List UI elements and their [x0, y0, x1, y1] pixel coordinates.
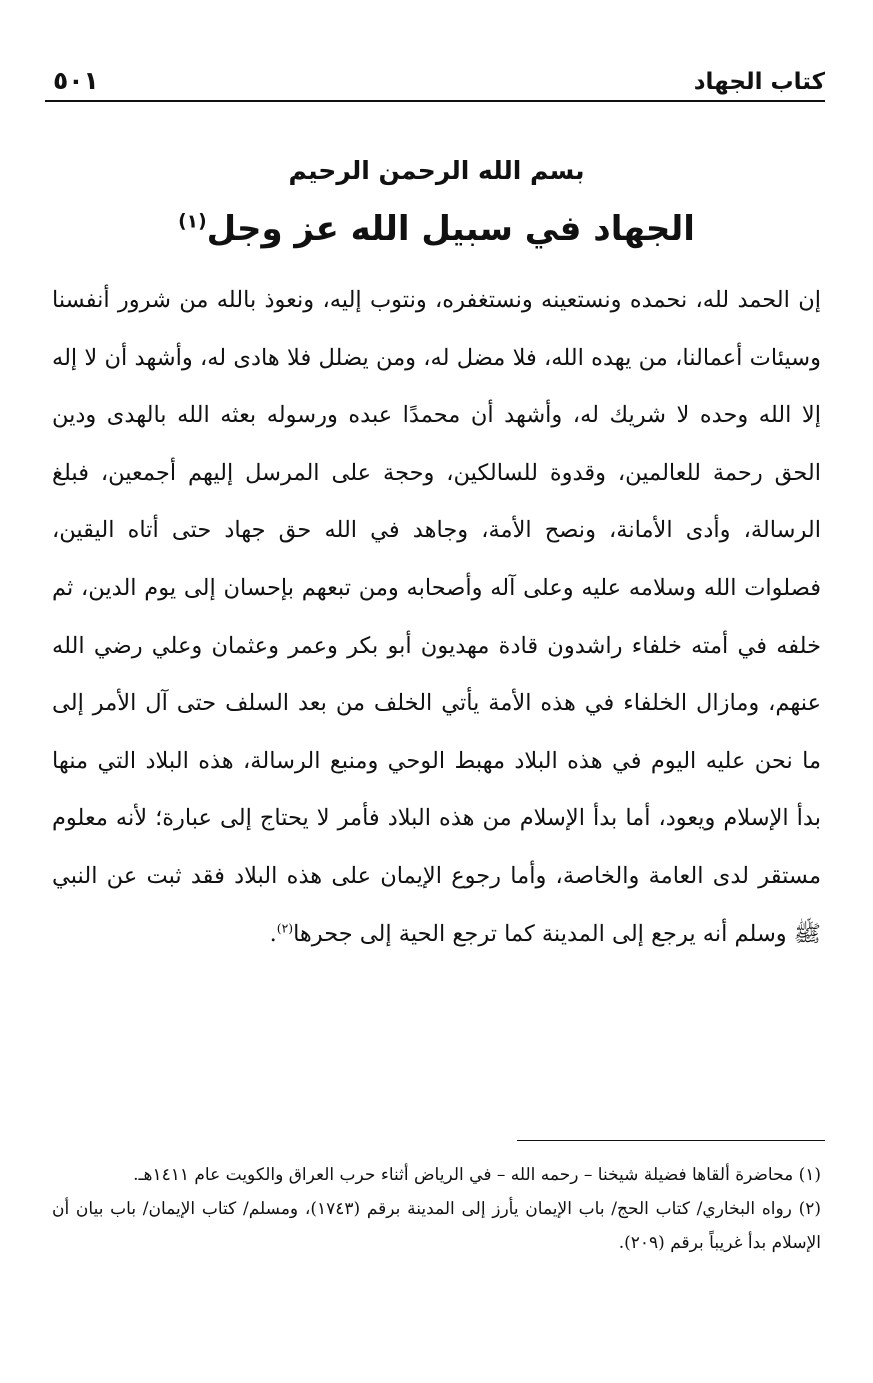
basmala: بسم الله الرحمن الرحيم — [288, 156, 585, 185]
body-paragraph-text: إن الحمد لله، نحمده ونستعينه ونستغفره، ونتوب إليه، ونعوذ بالله من شرور أنفسنا وسيئات أعمالنا، من يهده الله، فلا مضل له، ومن يضلل فلا هادى له، وأشهد أن لا إله إلا الله وحده لا شريك له، وأشهد أن محمدًا عبده ورسوله بعثه الله بالهدى ودين الحق رحمة للعالمين، وقدوة للسالكين، وحجة على المرسل إليهم أجمعين، فبلغ الرسالة، وأدى الأمانة، ونصح الأمة، وجاهد في الله حق جهاد حتى أتاه اليقين، فصلوات الله وسلامه عليه وعلى آله وأصحابه ومن تبعهم بإحسان إلى يوم الدين، ثم خلفه في أمته خلفاء راشدون قادة مهديون أبو بكر وعمر وعثمان وعلي رضي الله عنهم، ومازال الخلفاء في هذه الأمة يأتي الخلف من بعد السلف حتى آل الأمر إلى ما نحن عليه اليوم في هذه البلاد مهبط الوحي ومنبع الرسالة، هذه البلاد التي منها بدأ الإسلام ويعود، أما بدأ الإسلام من هذه البلاد فأمر لا يحتاج إلى عبارة؛ لأنه معلوم مستقر لدى العامة والخاصة، وأما رجوع الإيمان على هذه البلاد فقد ثبت عن النبي ﷺ وسلم أنه يرجع إلى المدينة كما ترجع الحية إلى جحرها — [52, 287, 821, 947]
footnote-ref-1: (١) — [178, 211, 207, 233]
page-number: ٥٠١ — [53, 66, 99, 95]
body-text — [52, 272, 821, 963]
footnote-divider — [517, 1140, 825, 1141]
chapter-title-text: الجهاد في سبيل الله عز وجل — [206, 209, 695, 249]
footnote-2: (٢) رواه البخاري/ كتاب الحج/ باب الإيمان يأرز إلى المدينة برقم (١٧٤٣)، ومسلم/ كتاب الإيمان/ باب بيان أن الإسلام بدأ غريباً برقم (٢٠٩). — [52, 1199, 822, 1253]
footnote-1: (١) محاضرة ألقاها فضيلة شيخنا – رحمه الله – في الرياض أثناء حرب العراق والكويت عام ١٤١١هـ. — [133, 1165, 821, 1185]
body-end-mark: . — [269, 920, 277, 947]
chapter-title — [0, 206, 873, 252]
running-title: كتاب الجهاد — [693, 69, 825, 95]
footnote-ref-2: (٢) — [276, 921, 294, 936]
body-paragraph — [52, 272, 821, 963]
running-header — [45, 66, 825, 102]
footnotes — [52, 1158, 821, 1260]
